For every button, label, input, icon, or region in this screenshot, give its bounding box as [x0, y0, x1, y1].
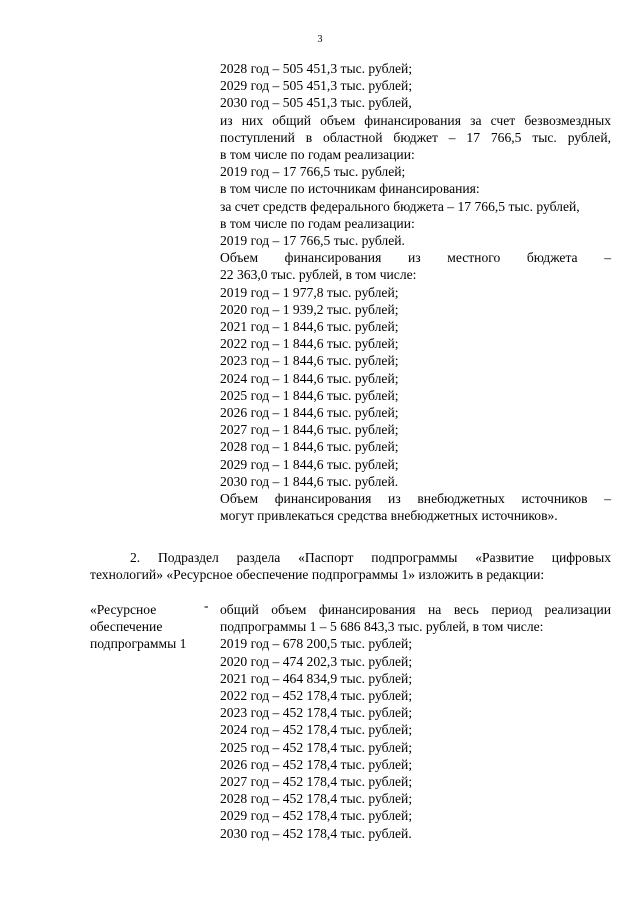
- text-line: 2029 год – 452 178,4 тыс. рублей;: [220, 808, 413, 824]
- text-line: 2028 год – 1 844,6 тыс. рублей;: [220, 439, 399, 455]
- text-line: 2020 год – 1 939,2 тыс. рублей;: [220, 301, 399, 317]
- paragraph-line: технологий» «Ресурсное обеспечение подпрограммы 1» изложить в редакции:: [90, 567, 545, 583]
- label-line: подпрограммы 1: [90, 636, 187, 652]
- text-line: 2019 год – 17 766,5 тыс. рублей;: [220, 164, 406, 180]
- text-line: за счет средств федерального бюджета – 17 766,5 тыс. рублей,: [220, 198, 580, 214]
- resource-provision-label: [90, 601, 202, 653]
- text-line: 2030 год – 1 844,6 тыс. рублей.: [220, 473, 399, 489]
- text-line: 2028 год – 505 451,3 тыс. рублей;: [220, 61, 413, 76]
- text-line: в том числе по источникам финансирования:: [220, 181, 480, 197]
- text-line: 2026 год – 452 178,4 тыс. рублей;: [220, 756, 413, 772]
- text-line: 2025 год – 1 844,6 тыс. рублей;: [220, 387, 399, 403]
- text-line: 2021 год – 464 834,9 тыс. рублей;: [220, 670, 413, 686]
- funding-text-block-bottom: [220, 601, 611, 842]
- text-line: 2023 год – 452 178,4 тыс. рублей;: [220, 705, 413, 721]
- text-line: 2025 год – 452 178,4 тыс. рублей;: [220, 739, 413, 755]
- text-line: 2019 год – 17 766,5 тыс. рублей.: [220, 233, 405, 249]
- text-line: 2020 год – 474 202,3 тыс. рублей;: [220, 653, 413, 669]
- text-line: 2029 год – 505 451,3 тыс. рублей;: [220, 78, 413, 94]
- text-line: 2026 год – 1 844,6 тыс. рублей;: [220, 405, 399, 421]
- text-line: Объем финансирования из внебюджетных источников –: [220, 491, 611, 507]
- text-line: 2022 год – 1 844,6 тыс. рублей;: [220, 336, 399, 352]
- page-number: 3: [317, 34, 323, 45]
- text-line: в том числе по годам реализации:: [220, 147, 415, 163]
- label-line: «Ресурсное: [90, 602, 157, 617]
- text-line: 2022 год – 452 178,4 тыс. рублей;: [220, 688, 413, 704]
- text-line: Объем финансирования из местного бюджета –: [220, 250, 611, 266]
- text-line: 2019 год – 678 200,5 тыс. рублей;: [220, 636, 413, 652]
- funding-text-block-top: [220, 60, 611, 524]
- text-line: 2024 год – 1 844,6 тыс. рублей;: [220, 370, 399, 386]
- text-line: 2023 год – 1 844,6 тыс. рублей;: [220, 353, 399, 369]
- text-line: 2027 год – 1 844,6 тыс. рублей;: [220, 422, 399, 438]
- text-line: 22 363,0 тыс. рублей, в том числе:: [220, 267, 417, 283]
- text-line: 2019 год – 1 977,8 тыс. рублей;: [220, 284, 399, 300]
- text-line: могут привлекаться средства внебюджетных источников».: [220, 508, 558, 524]
- label-dash: -: [204, 598, 209, 613]
- text-line: общий объем финансирования на весь период реализации: [220, 602, 611, 617]
- text-line: 2029 год – 1 844,6 тыс. рублей;: [220, 456, 399, 472]
- text-line: из них общий объем финансирования за счет безвозмездных: [220, 112, 611, 128]
- paragraph-line: 2. Подраздел раздела «Паспорт подпрограммы «Развитие цифровых: [130, 550, 611, 565]
- text-line: 2030 год – 505 451,3 тыс. рублей,: [220, 95, 412, 111]
- text-line: поступлений в областной бюджет – 17 766,5 тыс. рублей,: [220, 129, 611, 145]
- text-line: 2028 год – 452 178,4 тыс. рублей;: [220, 791, 413, 807]
- label-line: обеспечение: [90, 619, 163, 635]
- text-line: 2021 год – 1 844,6 тыс. рублей;: [220, 319, 399, 335]
- text-line: подпрограммы 1 – 5 686 843,3 тыс. рублей, в том числе:: [220, 619, 544, 635]
- text-line: 2027 год – 452 178,4 тыс. рублей;: [220, 774, 413, 790]
- text-line: в том числе по годам реализации:: [220, 215, 415, 231]
- text-line: 2024 год – 452 178,4 тыс. рублей;: [220, 722, 413, 738]
- text-line: 2030 год – 452 178,4 тыс. рублей.: [220, 825, 412, 841]
- amendment-paragraph: [90, 549, 611, 583]
